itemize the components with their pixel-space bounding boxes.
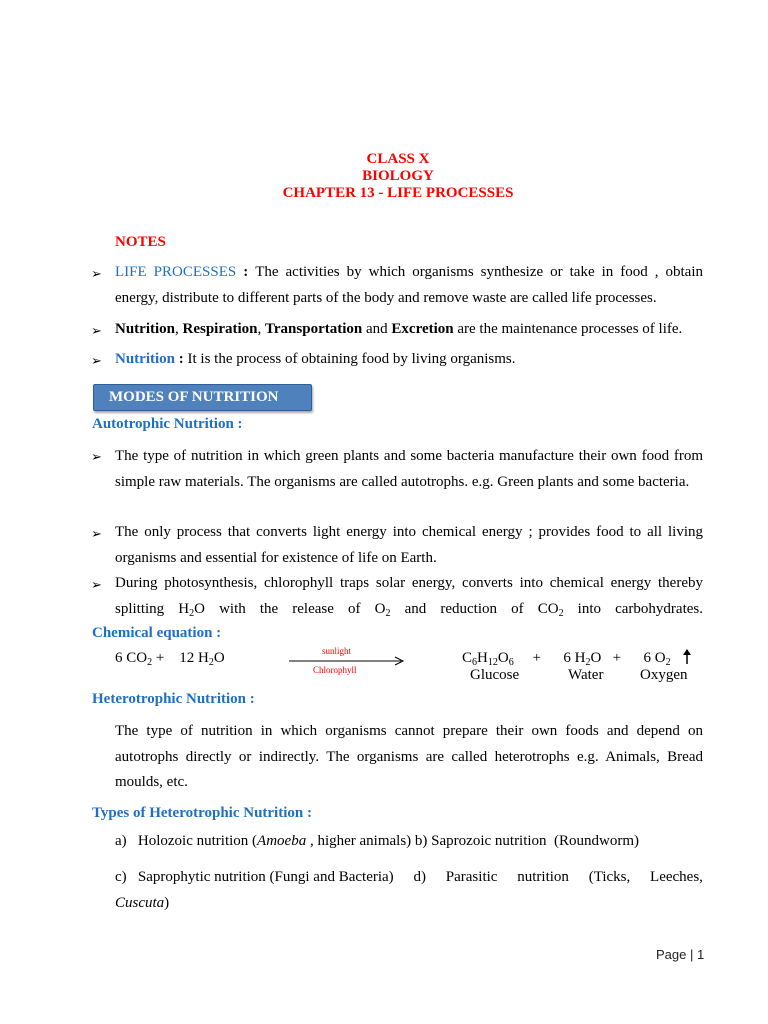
parasitic-marker: d) [413, 869, 426, 885]
nutrition-text: It is the process of obtaining food by living organisms. [187, 351, 516, 367]
subscript: 6 [508, 657, 514, 668]
autotrophic-point-3 [115, 571, 703, 622]
chapter-title: CHAPTER 13 - LIFE PROCESSES [282, 185, 514, 201]
types-list-a-b [115, 833, 715, 850]
types-list-c-d-row2 [115, 891, 703, 917]
equation-products [462, 650, 671, 667]
subscript: 2 [208, 657, 214, 668]
types-list-c-d-row [115, 865, 703, 891]
label-water: Water [568, 667, 604, 683]
types-list-c-d [115, 865, 703, 916]
term-respiration: Respiration [182, 321, 258, 337]
equation-reactants [115, 650, 225, 667]
text: ) [164, 894, 170, 911]
label-oxygen: Oxygen [640, 667, 688, 683]
life-processes-term: LIFE PROCESSES [115, 264, 237, 280]
chemical-equation-heading: Chemical equation : [92, 625, 222, 641]
text: O with the release of O [194, 600, 386, 617]
maintenance-text: are the maintenance processes of life. [453, 321, 683, 337]
text: + 6 H [513, 650, 586, 666]
italic-organism: Cuscuta [115, 894, 165, 911]
autotrophic-point-1: The type of nutrition in which green plants and some bacteria manufacture their own food from simple raw materials. The organisms are called autotrophs. e.g. Green plants and some bacteria. [115, 448, 703, 490]
bullet-arrow-icon: ➢ [91, 266, 102, 281]
saprophytic-item: c) Saprophytic nutrition (Fungi and Bacteria) [115, 869, 394, 885]
autotrophic-point-2: The only process that converts light energy into chemical energy ; provides food to all living organisms and essential for existence of life on Earth. [115, 524, 703, 566]
text: O + 6 O [590, 650, 666, 666]
class-title: CLASS X [366, 151, 430, 167]
word: Leeches, [650, 869, 703, 885]
text: into carbohydrates. [563, 600, 703, 617]
subscript: 2 [189, 607, 195, 619]
italic-organism: Amoeba [257, 833, 307, 849]
text: and reduction of CO [390, 600, 559, 617]
life-processes-definition [115, 260, 703, 311]
subscript: 2 [147, 657, 153, 668]
page-number: Page | 1 [656, 947, 705, 962]
subscript: 2 [665, 657, 671, 668]
colon: : [236, 264, 256, 280]
life-processes-text: The activities by which organisms synthesize or take in food , obtain energy, distribute to different parts of the body and remove waste are called life processes. [115, 264, 703, 306]
separator: , [257, 321, 265, 337]
word: Parasitic [445, 869, 498, 885]
text: O [497, 650, 509, 666]
autotrophic-heading: Autotrophic Nutrition : [92, 416, 243, 432]
arrow-label-sunlight: sunlight [322, 646, 352, 656]
subscript: 12 [487, 657, 498, 668]
colon: : [175, 351, 188, 367]
term-nutrition: Nutrition [115, 321, 175, 337]
maintenance-processes [115, 317, 703, 343]
text: 6 CO [115, 650, 148, 666]
text: + 12 H [152, 650, 209, 666]
arrow-label-chlorophyll: Chlorophyll [313, 665, 357, 675]
label-glucose: Glucose [470, 667, 520, 683]
up-arrow-icon [681, 649, 693, 665]
nutrition-definition [115, 347, 703, 373]
modes-of-nutrition-banner: MODES OF NUTRITION [93, 384, 312, 411]
heterotrophic-text: The type of nutrition in which organisms cannot prepare their own foods and depend on autotrophs directly or indirectly. The organisms are called heterotrophs e.g. Animals, Bread moulds, etc. [115, 723, 703, 790]
text: , higher animals) b) Saprozoic nutrition (Roundworm) [306, 833, 640, 849]
bullet-arrow-icon: ➢ [91, 353, 102, 368]
text: During photosynthesis, chlorophyll traps solar energy, converts into chemical energy thereby splitting H [115, 575, 703, 617]
bullet-arrow-icon: ➢ [91, 526, 102, 541]
term-transportation: Transportation [265, 321, 363, 337]
word: nutrition [517, 869, 569, 885]
term-excretion: Excretion [391, 321, 454, 337]
word: (Ticks, [588, 869, 631, 885]
subscript: 6 [472, 657, 478, 668]
text: O [213, 650, 225, 666]
text: C [462, 650, 473, 666]
heterotrophic-heading: Heterotrophic Nutrition : [92, 691, 255, 707]
bullet-arrow-icon: ➢ [91, 323, 102, 338]
separator: and [362, 321, 392, 337]
subscript: 2 [385, 607, 391, 619]
bullet-arrow-icon: ➢ [91, 449, 102, 464]
subscript: 2 [558, 607, 564, 619]
text: a) Holozoic nutrition ( [115, 833, 258, 849]
subject-title: BIOLOGY [362, 168, 434, 184]
bullet-arrow-icon: ➢ [91, 577, 102, 592]
nutrition-term: Nutrition [115, 351, 175, 367]
types-heading: Types of Heterotrophic Nutrition : [92, 805, 312, 821]
notes-heading: NOTES [115, 234, 166, 250]
subscript: 2 [585, 657, 591, 668]
text: H [477, 650, 488, 666]
separator: , [175, 321, 183, 337]
